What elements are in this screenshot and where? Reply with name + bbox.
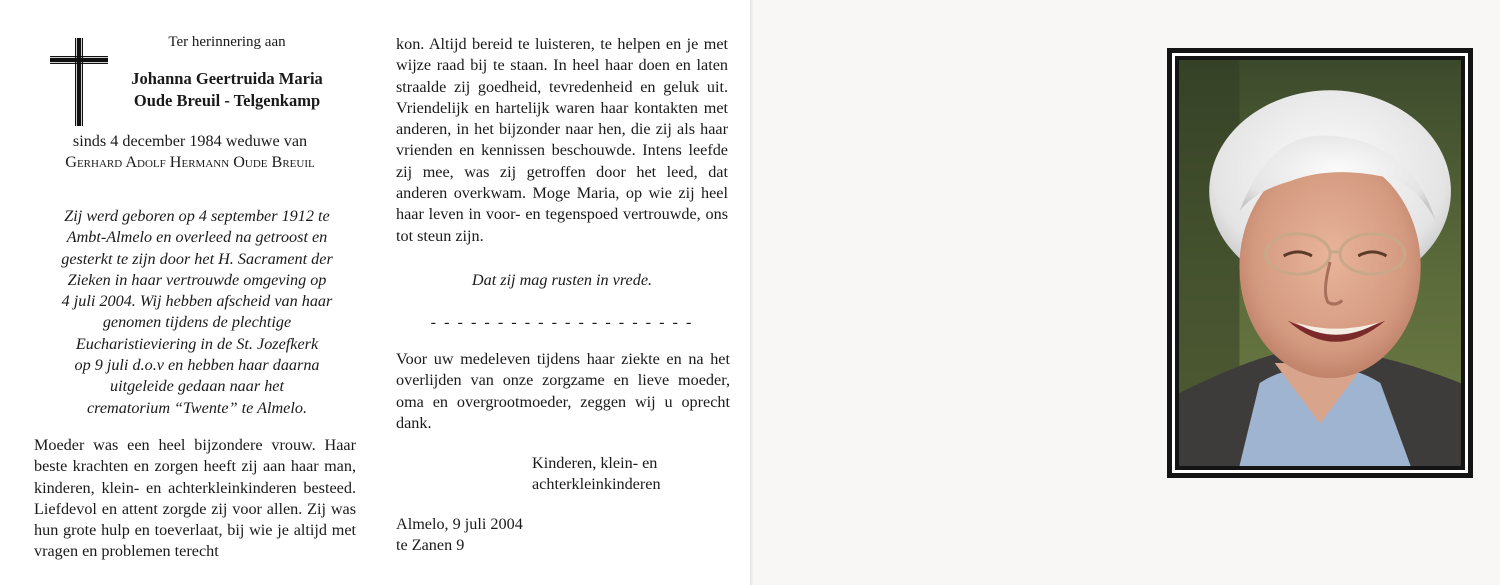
tribute-text-part1 bbox=[34, 435, 356, 563]
biography bbox=[28, 206, 366, 419]
card-fold bbox=[750, 0, 753, 585]
biography-line: genomen tijdens de plechtige bbox=[102, 313, 292, 332]
widow-line1: sinds 4 december 1984 weduwe van bbox=[72, 132, 308, 150]
place-date-line: Almelo, 9 juli 2004 bbox=[396, 515, 523, 533]
thanks-text bbox=[396, 349, 730, 434]
cross-icon bbox=[48, 36, 110, 128]
tribute-paragraph: Moeder was een heel bijzondere vrouw. Haar beste krachten en zorgen heeft zij aan haar man, kinderen, klein- en achterkleinkinderen besteed. Liefdevol en attent zorgde zij voor allen. Zij was hun grote hulp en toeverlaat, bij wie je altijd met vragen en problemen terecht bbox=[34, 436, 356, 561]
biography-line: 4 juli 2004. Wij hebben afscheid van haar bbox=[61, 292, 333, 311]
tribute-text-part2 bbox=[396, 34, 728, 247]
family-signature bbox=[532, 453, 732, 496]
dashed-divider: - - - - - - - - - - - - - - - - - - - - bbox=[430, 313, 694, 331]
signature-line2: achterkleinkinderen bbox=[532, 475, 661, 494]
thanks-paragraph: Voor uw medeleven tijdens haar ziekte en na het overlijden van onze zorgzame en lieve moeder, oma en overgrootmoeder, zeggen wij u oprecht dank. bbox=[396, 350, 730, 432]
deceased-name-line2: Oude Breuil - Telgenkamp bbox=[133, 91, 321, 111]
biography-line: gesterkt te zijn door het H. Sacrament der bbox=[61, 249, 333, 268]
address-line: te Zanen 9 bbox=[396, 536, 465, 555]
biography-line: Zieken in haar vertrouwde omgeving op bbox=[67, 270, 327, 289]
biography-line: Zij werd geboren op 4 september 1912 te bbox=[64, 207, 330, 225]
widow-statement bbox=[30, 131, 350, 174]
biography-line: uitgeleide gedaan naar het bbox=[110, 377, 284, 396]
biography-line: Ambt-Almelo en overleed na getroost en bbox=[66, 228, 328, 247]
portrait-photo bbox=[1179, 60, 1461, 466]
biography-line: Eucharistieviering in de St. Jozefkerk bbox=[75, 334, 319, 353]
rest-in-peace: Dat zij mag rusten in vrede. bbox=[471, 271, 653, 289]
tribute-paragraph: kon. Altijd bereid te luisteren, te helpen en je met wijze raad bij te staan. In heel haar doen en laten straalde zij goedheid, tevredenheid en geluk uit. Vriendelijk en hartelijk waren haar kontakten met anderen, in het bijzonder naar hen, die zij als haar vrienden en kennissen beschouwde. Intens leefde zij mee, was zij getroffen door het leed, dat anderen overkwam. Moge Maria, op wie zij heel haar leven in voor- en tegenspoed vertrouwde, ons tot steun zijn. bbox=[396, 35, 728, 245]
memorial-intro: Ter herinnering aan bbox=[168, 34, 286, 50]
spouse-name: Gerhard Adolf Hermann Oude Breuil bbox=[65, 153, 315, 172]
portrait-frame bbox=[1167, 48, 1473, 478]
memorial-heading bbox=[118, 32, 336, 112]
signature-line1: Kinderen, klein- en bbox=[532, 454, 658, 472]
deceased-name-line1: Johanna Geertruida Maria bbox=[131, 69, 323, 89]
biography-line: crematorium “Twente” te Almelo. bbox=[86, 398, 307, 417]
place-and-date bbox=[396, 514, 596, 557]
biography-line: op 9 juli d.o.v en hebben haar daarna bbox=[74, 356, 320, 375]
